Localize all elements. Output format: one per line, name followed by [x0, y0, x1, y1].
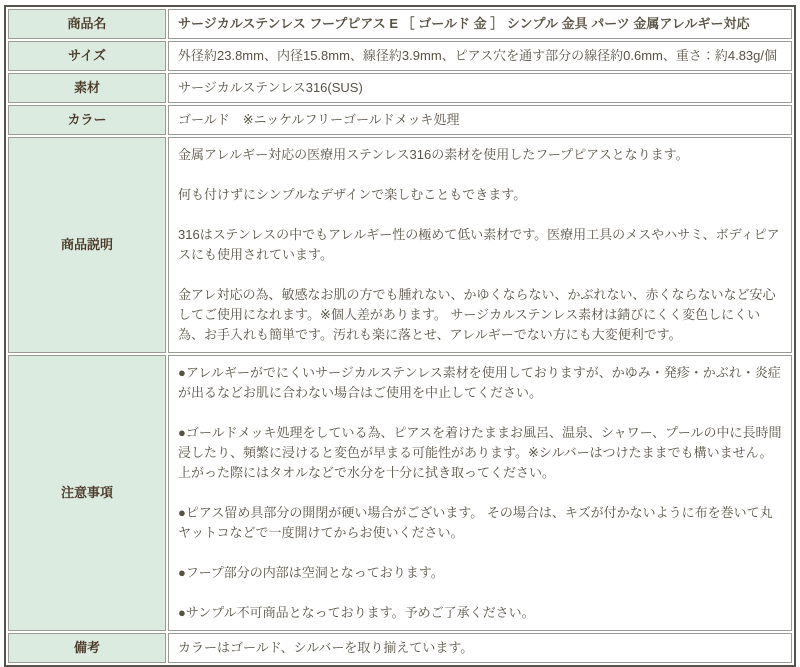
row-content-cell: [168, 137, 792, 353]
content-paragraph: 金属アレルギー対応の医療用ステンレス316の素材を使用したフープピアスとなります。: [178, 147, 689, 162]
row-header-label: 商品名: [8, 9, 166, 39]
content-paragraph: サージカルステンレス フープピアス E ［ ゴールド 金 ］ シンプル 金具 パーツ 金属アレルギー対応: [178, 16, 750, 31]
row-content-cell: [168, 9, 792, 39]
table-row: [8, 41, 792, 71]
content-paragraph: 金アレ対応の為、敏感なお肌の方でも腫れない、かゆくならない、かぶれない、赤くならないなど安心してご使用になれます。※個人差があります。 サージカルステンレス素材は錆びにくく変色しにくい為、お手入れも簡単です。汚れも楽に落とせ、アレルギーでない方にも大変便利です。: [178, 287, 776, 342]
table-row: [8, 137, 792, 353]
table-row: [8, 355, 792, 631]
row-content-cell: [168, 41, 792, 71]
row-header-label: カラー: [8, 105, 166, 135]
row-header-label: 注意事項: [8, 355, 166, 631]
row-content-cell: [168, 355, 792, 631]
table-row: [8, 9, 792, 39]
content-paragraph: 外径約23.8mm、内径15.8mm、線径約3.9mm、ピアス穴を通す部分の線径約0.6mm、重さ：約4.83g/個: [178, 48, 778, 63]
content-paragraph: 316はステンレスの中でもアレルギー性の極めて低い素材です。医療用工具のメスやハサミ、ボディピアスにも使用されています。: [178, 227, 780, 262]
row-content-cell: [168, 73, 792, 103]
product-spec-table-body: [8, 9, 792, 663]
content-paragraph: ゴールド ※ニッケルフリーゴールドメッキ処理: [178, 112, 460, 127]
table-row: [8, 73, 792, 103]
row-header-label: 商品説明: [8, 137, 166, 353]
row-header-label: 素材: [8, 73, 166, 103]
content-paragraph: ●サンプル不可商品となっております。予めご了承ください。: [178, 605, 535, 620]
content-paragraph: サージカルステンレス316(SUS): [178, 80, 363, 95]
content-paragraph: カラーはゴールド、シルバーを取り揃えています。: [178, 640, 474, 655]
content-paragraph: ●フープ部分の内部は空洞となっております。: [178, 565, 444, 580]
content-paragraph: 何も付けずにシンプルなデザインで楽しむこともできます。: [178, 187, 527, 202]
content-paragraph: ●ピアス留め具部分の開閉が硬い場合がございます。 その場合は、キズが付かないように布を巻いて丸ヤットコなどで一度開けてからお使いください。: [178, 505, 773, 540]
row-content-cell: [168, 105, 792, 135]
table-row: [8, 633, 792, 663]
row-header-label: 備考: [8, 633, 166, 663]
row-header-label: サイズ: [8, 41, 166, 71]
content-paragraph: ●ゴールドメッキ処理をしている為、ピアスを着けたままお風呂、温泉、シャワー、プールの中に長時間浸したり、頻繁に浸けると変色が早まる可能性があります。※シルバーはつけたままでも構いません。上がった際にはタオルなどで水分を十分に拭き取ってください。: [178, 425, 782, 480]
content-paragraph: ●アレルギーがでにくいサージカルステンレス素材を使用しておりますが、かゆみ・発疹・かぶれ・炎症が出るなどお肌に合わない場合はご使用を中止してください。: [178, 365, 781, 400]
table-row: [8, 105, 792, 135]
product-spec-table: [4, 5, 796, 667]
row-content-cell: [168, 633, 792, 663]
